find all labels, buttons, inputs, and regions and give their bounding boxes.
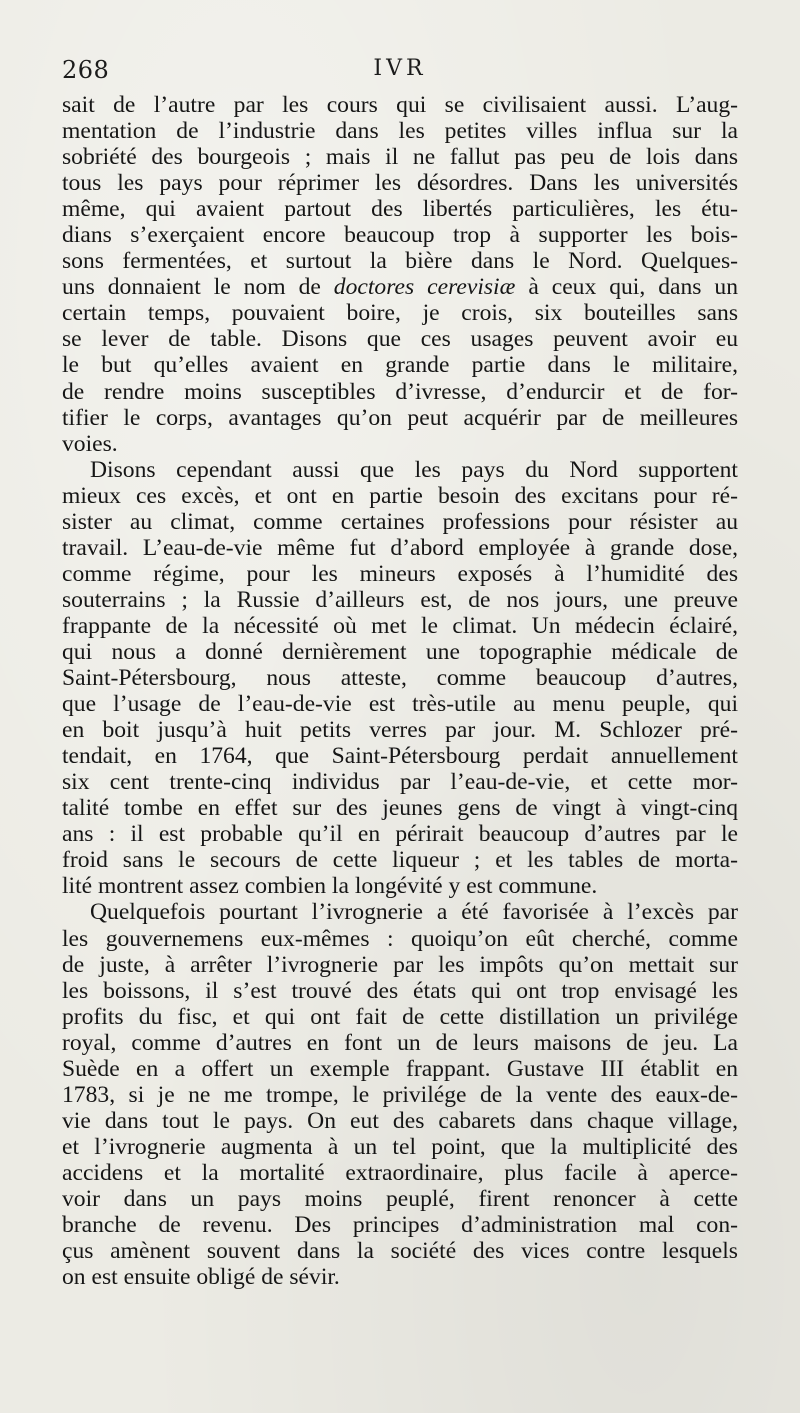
text-line: tendait, en 1764, que Saint-Pétersbourg perdait annuellement — [62, 743, 738, 770]
text-line: 1783, si je ne me trompe, le privilége de la vente des eaux-de- — [62, 1081, 738, 1108]
text-line: certain temps, pouvaient boire, je crois, six bouteilles sans — [62, 300, 738, 327]
text-line: qui nous a donné dernièrement une topographie médicale de — [62, 638, 738, 665]
text-line: ans : il est probable qu’il en périrait beaucoup d’autres par le — [62, 821, 738, 848]
text-line: Quelquefois pourtant l’ivrognerie a été favorisée à l’excès par — [90, 899, 738, 926]
text-line: royal, comme d’autres en font un de leurs maisons de jeu. La — [62, 1029, 738, 1056]
text-line: en boit jusqu’à huit petits verres par jour. M. Schlozer pré- — [62, 717, 738, 744]
body-text — [62, 92, 738, 1290]
text-line: branche de revenu. Des principes d’administration mal con- — [62, 1212, 738, 1239]
text-line: Saint-Pétersbourg, nous atteste, comme beaucoup d’autres, — [62, 665, 738, 692]
text-line: souterrains ; la Russie d’ailleurs est, de nos jours, une preuve — [62, 586, 738, 613]
text-line: voies. — [62, 430, 118, 457]
text-line: Suède en a offert un exemple frappant. Gustave III établit en — [62, 1055, 738, 1082]
italic-term: doctores cerevisiæ — [333, 274, 516, 301]
text-line: se lever de table. Disons que ces usages peuvent avoir eu — [62, 326, 738, 353]
text-line: tifier le corps, avantages qu’on peut acquérir par de meilleures — [62, 404, 738, 431]
text-line: six cent trente-cinq individus par l’eau-de-vie, et cette mor- — [62, 769, 738, 796]
text-line: les gouvernemens eux-mêmes : quoiqu’on eût cherché, comme — [62, 925, 738, 952]
text-line: mieux ces excès, et ont en partie besoin des excitans pour ré- — [62, 482, 738, 509]
text-line: sobriété des bourgeois ; mais il ne fallut pas peu de lois dans — [62, 144, 738, 171]
text-line: lité montrent assez combien la longévité y est commune. — [62, 873, 598, 900]
text-line: frappante de la nécessité où met le climat. Un médecin éclairé, — [62, 612, 738, 639]
text-line: même, qui avaient partout des libertés particulières, les étu- — [62, 196, 738, 223]
paragraph — [62, 899, 738, 1290]
text-line: sait de l’autre par les cours qui se civilisaient aussi. L’aug- — [62, 92, 738, 118]
text-line: de rendre moins susceptibles d’ivresse, d’endurcir et de for- — [62, 378, 738, 405]
text-line: on est ensuite obligé de sévir. — [62, 1264, 340, 1291]
text-line: que l’usage de l’eau-de-vie est très-utile au menu peuple, qui — [62, 691, 738, 718]
paragraph — [62, 92, 738, 457]
text-line: de juste, à arrêter l’ivrognerie par les impôts qu’on mettait sur — [62, 951, 738, 978]
text-line: tous les pays pour réprimer les désordres. Dans les universités — [62, 170, 738, 197]
text-line: sons fermentées, et surtout la bière dans le Nord. Quelques- — [62, 248, 738, 275]
text-line: Disons cependant aussi que les pays du Nord supportent — [90, 456, 738, 483]
text-line: vie dans tout le pays. On eut des cabarets dans chaque village, — [62, 1107, 738, 1134]
running-title: IVR — [373, 56, 427, 81]
text-line: çus amènent souvent dans la société des vices contre lesquels — [62, 1238, 738, 1265]
text-line: mentation de l’industrie dans les petites villes influa sur la — [62, 118, 738, 145]
text-line: comme régime, pour les mineurs exposés à l’humidité des — [62, 560, 738, 587]
text-line: accidens et la mortalité extraordinaire, plus facile à aperce- — [62, 1159, 738, 1186]
text-line: travail. L’eau-de-vie même fut d’abord employée à grande dose, — [62, 534, 738, 561]
text-line: le but qu’elles avaient en grande partie dans le militaire, — [62, 352, 738, 379]
text-line: froid sans le secours de cette liqueur ; et les tables de morta- — [62, 847, 738, 874]
text-line: sister au climat, comme certaines professions pour résister au — [62, 508, 738, 535]
text-run: uns donnaient le nom de — [62, 274, 321, 301]
text-run: à ceux qui, dans un — [528, 274, 738, 301]
page-number: 268 — [62, 56, 110, 84]
text-line — [62, 274, 738, 300]
text-line: voir dans un pays moins peuplé, firent renoncer à cette — [62, 1185, 738, 1212]
running-head — [62, 56, 738, 88]
text-line: et l’ivrognerie augmenta à un tel point, que la multiplicité des — [62, 1133, 738, 1160]
text-line: profits du fisc, et qui ont fait de cette distillation un privilége — [62, 1003, 738, 1030]
text-line: talité tombe en effet sur des jeunes gens de vingt à vingt-cinq — [62, 795, 738, 822]
paragraph — [62, 457, 738, 900]
text-line: les boissons, il s’est trouvé des états qui ont trop envisagé les — [62, 977, 738, 1004]
text-line: dians s’exerçaient encore beaucoup trop à supporter les bois- — [62, 222, 738, 249]
